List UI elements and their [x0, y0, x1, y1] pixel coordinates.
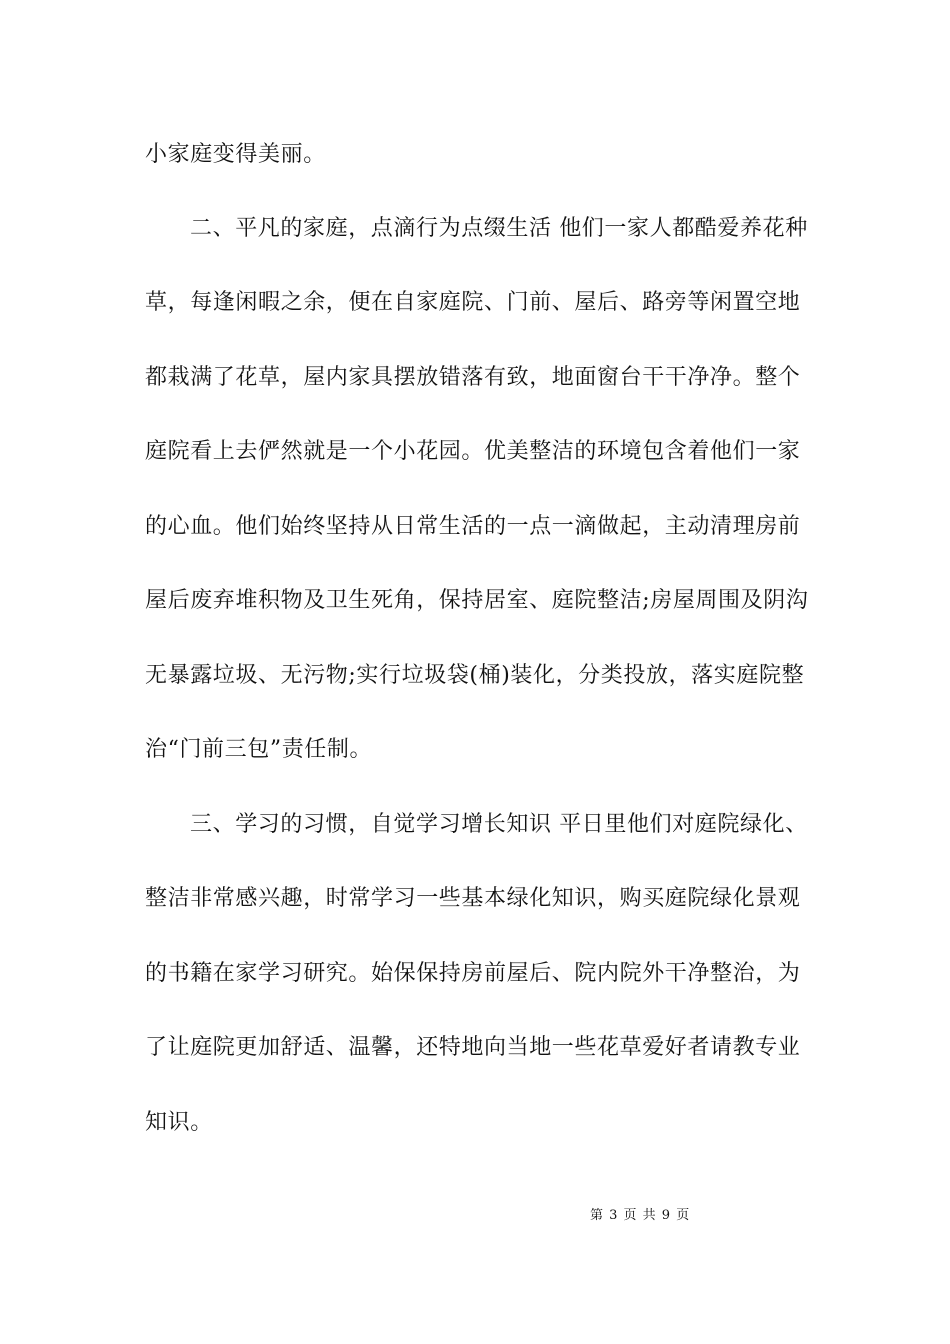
text-line: 草，每逢闲暇之余，便在自家庭院、门前、屋后、路旁等闲置空地 [145, 290, 801, 315]
text-line: 庭院看上去俨然就是一个小花园。优美整洁的环境包含着他们一家 [145, 439, 801, 464]
section-heading-line: 二、平凡的家庭，点滴行为点缀生活 他们一家人都酷爱养花种 [190, 216, 808, 241]
text-line: 治“门前三包”责任制。 [145, 737, 373, 762]
text-line: 无暴露垃圾、无污物;实行垃圾袋(桶)装化，分类投放，落实庭院整 [145, 663, 805, 688]
text-line: 了让庭院更加舒适、温馨，还特地向当地一些花草爱好者请教专业 [145, 1035, 801, 1060]
text-line: 小家庭变得美丽。 [145, 142, 326, 167]
text-line: 的书籍在家学习研究。始保保持房前屋后、院内院外干净整治，为 [145, 961, 801, 986]
page-footer: 第 3 页 共 9 页 [590, 1208, 691, 1223]
section-heading-line: 三、学习的习惯，自觉学习增长知识 平日里他们对庭院绿化、 [190, 812, 808, 837]
text-line: 的心血。他们始终坚持从日常生活的一点一滴做起，主动清理房前 [145, 514, 801, 539]
text-line: 屋后废弃堆积物及卫生死角，保持居室、庭院整洁;房屋周围及阴沟 [145, 588, 809, 613]
text-line: 都栽满了花草，屋内家具摆放错落有致，地面窗台干干净净。整个 [145, 365, 801, 390]
text-line: 整洁非常感兴趣，时常学习一些基本绿化知识，购买庭院绿化景观 [145, 886, 801, 911]
text-line: 知识。 [145, 1110, 213, 1135]
